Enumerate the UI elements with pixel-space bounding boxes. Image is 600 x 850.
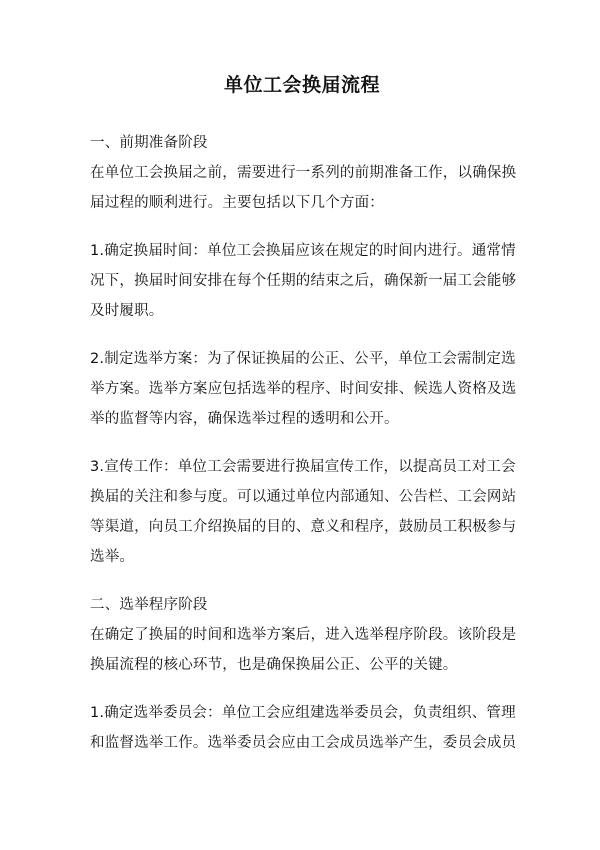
paragraph-line: 况下，换届时间安排在每个任期的结束之后，确保新一届工会能够	[90, 273, 517, 289]
paragraph-line: 及时履职。	[90, 303, 164, 319]
paragraph-line: 1.确定选举委员会：单位工会应组建选举委员会，负责组织、管理	[90, 705, 516, 721]
paragraph-gap	[90, 326, 514, 344]
paragraph-line: 选举。	[90, 549, 135, 565]
paragraph-line: 在确定了换届的时间和选举方案后，进入选举程序阶段。该阶段是	[90, 627, 517, 643]
paragraph-line: 在单位工会换届之前，需要进行一系列的前期准备工作，以确保换	[90, 165, 517, 181]
section-heading: 一、前期准备阶段	[90, 135, 208, 151]
paragraph-line: 等渠道，向员工介绍换届的目的、意义和程序，鼓励员工积极参与	[90, 519, 517, 535]
paragraph-line: 届过程的顺利进行。主要包括以下几个方面：	[90, 195, 384, 211]
document-title: 单位工会换届流程	[223, 74, 380, 96]
paragraph-gap	[90, 434, 514, 452]
paragraph-line: 举的监督等内容，确保选举过程的透明和公开。	[90, 411, 399, 427]
paragraph-gap	[90, 680, 514, 698]
paragraph-line: 2.制定选举方案：为了保证换届的公正、公平，单位工会需制定选	[90, 351, 516, 367]
paragraph-line: 换届流程的核心环节，也是确保换届公正、公平的关键。	[90, 657, 458, 673]
paragraph-gap	[90, 218, 514, 236]
paragraph-line: 和监督选举工作。选举委员会应由工会成员选举产生，委员会成员	[90, 735, 517, 751]
section-heading: 二、选举程序阶段	[90, 597, 208, 613]
paragraph-gap	[90, 572, 514, 590]
paragraph-line: 1.确定换届时间：单位工会换届应该在规定的时间内进行。通常情	[90, 243, 516, 259]
paragraph-line: 3.宣传工作：单位工会需要进行换届宣传工作，以提高员工对工会	[90, 459, 516, 475]
paragraph-line: 换届的关注和参与度。可以通过单位内部通知、公告栏、工会网站	[90, 489, 517, 505]
paragraph-line: 举方案。选举方案应包括选举的程序、时间安排、候选人资格及选	[90, 381, 517, 397]
